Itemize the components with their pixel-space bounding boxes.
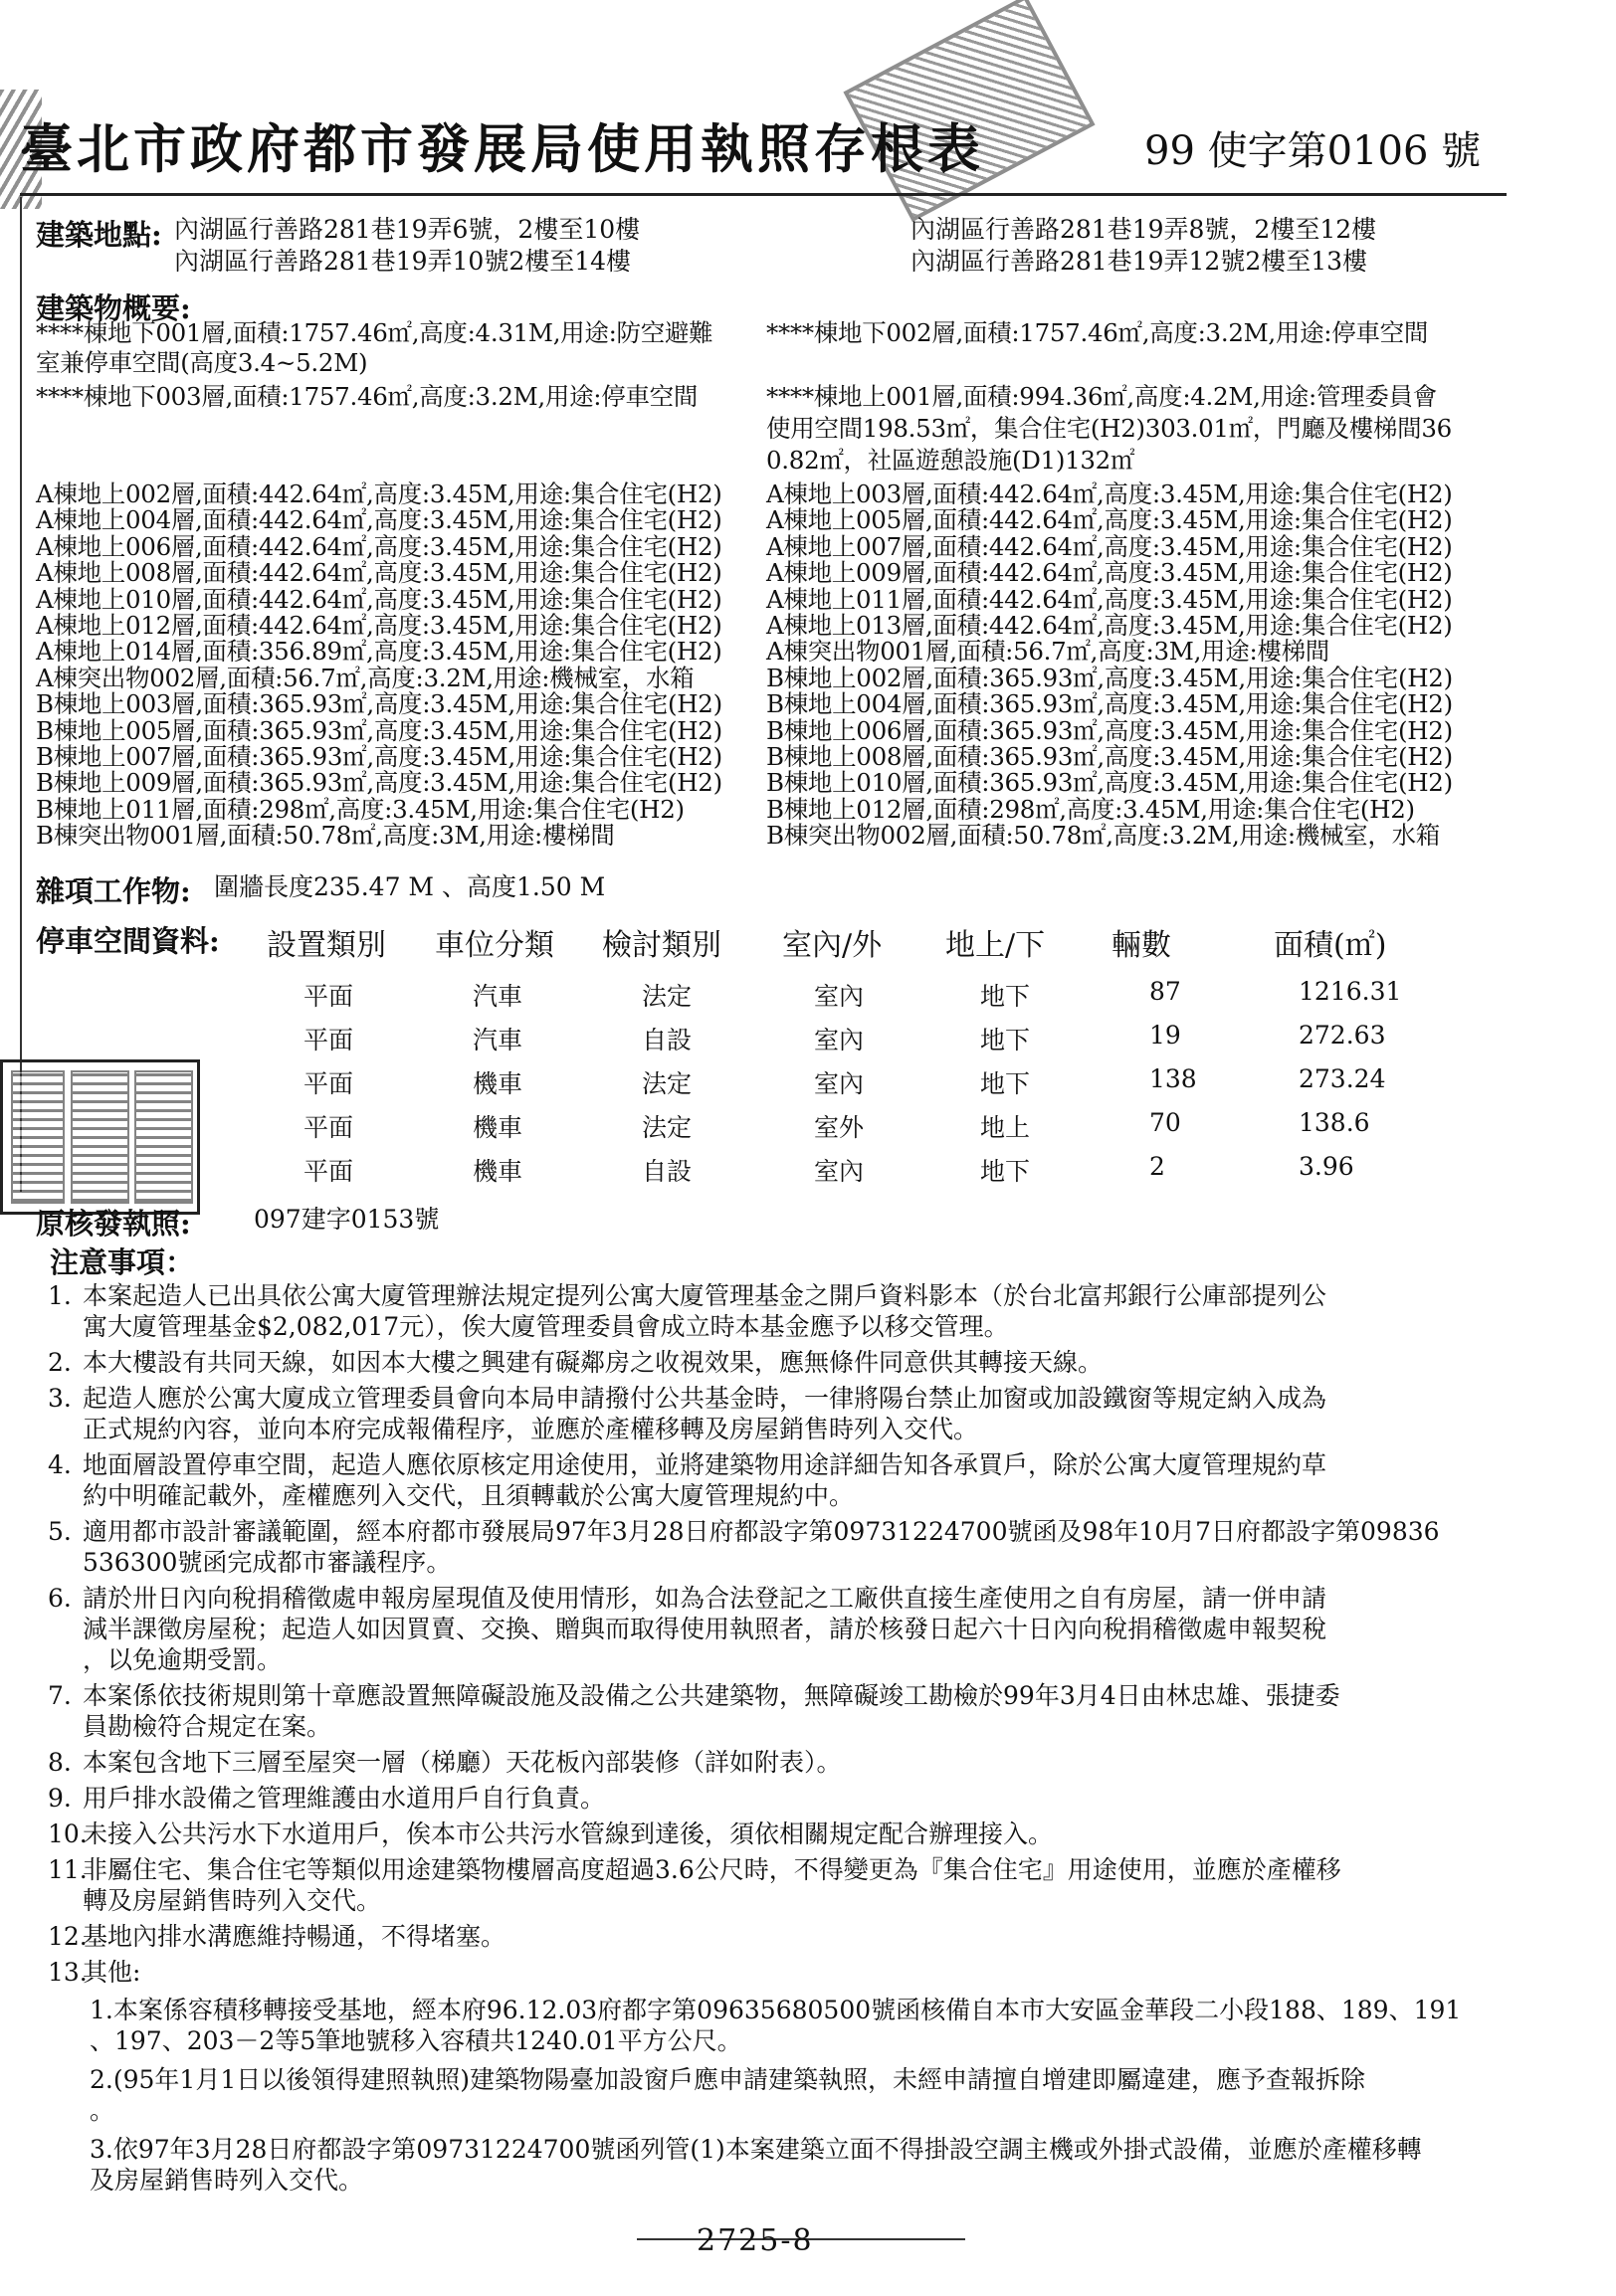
- misc-label: 雜項工作物:: [36, 874, 191, 908]
- parking-cell: 3.96: [1299, 1152, 1354, 1181]
- parking-cell: 273.24: [1299, 1064, 1386, 1093]
- sub-note-line: 3.依97年3月28日府都設字第09731224700號函列管(1)本案建築立面不得掛設空調主機或外掛式設備，並應於產權移轉: [90, 2135, 1422, 2164]
- note-line: 非屬住宅、集合住宅等類似用途建築物樓層高度超過3.6公尺時，不得變更為『集合住宅』用途使用，並應於產權移: [83, 1855, 1341, 1884]
- note-line: 轉及房屋銷售時列入交代。: [83, 1886, 382, 1915]
- floor-row: B棟地上004層,面積:365.93㎡,高度:3.45M,用途:集合住宅(H2): [766, 689, 1453, 719]
- floor-row: B棟突出物002層,面積:50.78㎡,高度:3.2M,用途:機械室，水箱: [766, 821, 1440, 851]
- note-number: 9.: [48, 1784, 72, 1813]
- note-line: 本大樓設有共同天線，如因本大樓之興建有礙鄰房之收視效果，應無條件同意供其轉接天線。: [83, 1348, 1104, 1377]
- parking-cell: 法定: [642, 982, 693, 1011]
- parking-cell: 19: [1149, 1021, 1181, 1050]
- parking-cell: 272.63: [1299, 1021, 1386, 1050]
- permit-number: 99 使字第0106 號: [1144, 128, 1482, 174]
- parking-cell: 地下: [980, 1026, 1031, 1054]
- floor-row: A棟地上006層,面積:442.64㎡,高度:3.45M,用途:集合住宅(H2): [36, 531, 722, 561]
- note-number: 1.: [48, 1281, 72, 1310]
- site-line: 內湖區行善路281巷19弄6號，2樓至10樓: [174, 215, 641, 244]
- parking-cell: 機車: [473, 1157, 523, 1186]
- parking-cell: 汽車: [473, 982, 523, 1011]
- divider: [20, 193, 1507, 196]
- parking-header-cell: 輛數: [1111, 928, 1171, 963]
- floor-row: A棟地上007層,面積:442.64㎡,高度:3.45M,用途:集合住宅(H2): [766, 531, 1453, 561]
- floor-row: A棟地上014層,面積:356.89㎡,高度:3.45M,用途:集合住宅(H2): [36, 637, 722, 667]
- site-line: 內湖區行善路281巷19弄8號，2樓至12樓: [910, 215, 1377, 244]
- note-line: 基地內排水溝應維持暢通，不得堵塞。: [83, 1922, 506, 1951]
- floor-row: B棟地上002層,面積:365.93㎡,高度:3.45M,用途:集合住宅(H2): [766, 663, 1453, 692]
- parking-cell: 室內: [814, 1069, 865, 1098]
- original-permit-value: 097建字0153號: [254, 1205, 440, 1234]
- parking-cell: 法定: [642, 1113, 693, 1142]
- misc-value: 圍牆長度235.47 M 、高度1.50 M: [214, 872, 606, 901]
- note-number: 12.: [48, 1922, 88, 1951]
- note-line: 員勘檢符合規定在案。: [83, 1712, 332, 1741]
- floor-row: A棟地上005層,面積:442.64㎡,高度:3.45M,用途:集合住宅(H2): [766, 505, 1453, 535]
- note-line: ，以免逾期受罰。: [83, 1645, 283, 1674]
- note-number: 6.: [48, 1584, 72, 1613]
- note-line: 536300號函完成都市審議程序。: [83, 1548, 452, 1577]
- note-line: 未接入公共污水下水道用戶，俟本市公共污水管線到達後，須依相關規定配合辦理接入。: [83, 1819, 1054, 1848]
- sub-note-line: 。: [90, 2096, 115, 2125]
- floor-row: 0.82㎡，社區遊憩設施(D1)132㎡: [766, 446, 1135, 475]
- note-number: 4.: [48, 1450, 72, 1479]
- floor-row: B棟地上003層,面積:365.93㎡,高度:3.45M,用途:集合住宅(H2): [36, 689, 722, 719]
- floor-row: A棟突出物001層,面積:56.7㎡,高度:3M,用途:樓梯間: [766, 637, 1330, 667]
- sub-note-line: 及房屋銷售時列入交代。: [90, 2166, 364, 2195]
- parking-cell: 室內: [814, 1157, 865, 1186]
- parking-cell: 平面: [303, 1113, 354, 1142]
- sub-note-line: 2.(95年1月1日以後領得建照執照)建築物陽臺加設窗戶應申請建築執照，未經申請擅自增建即屬違建，應予查報拆除: [90, 2065, 1365, 2094]
- parking-cell: 70: [1149, 1108, 1181, 1137]
- floor-row: B棟地上009層,面積:365.93㎡,高度:3.45M,用途:集合住宅(H2): [36, 768, 722, 798]
- floor-row: B棟地上011層,面積:298㎡,高度:3.45M,用途:集合住宅(H2): [36, 794, 685, 824]
- note-line: 請於卅日內向稅捐稽徵處申報房屋現值及使用情形，如為合法登記之工廠供直接生產使用之自有房屋，請一併申請: [83, 1584, 1327, 1613]
- floor-row: A棟突出物002層,面積:56.7㎡,高度:3.2M,用途:機械室，水箱: [36, 663, 695, 692]
- parking-cell: 138: [1149, 1064, 1197, 1093]
- note-number: 8.: [48, 1748, 72, 1777]
- seal-stamp-left: [0, 1059, 200, 1215]
- parking-cell: 平面: [303, 1069, 354, 1098]
- parking-cell: 室內: [814, 1026, 865, 1054]
- parking-cell: 1216.31: [1299, 977, 1402, 1006]
- floor-row: A棟地上011層,面積:442.64㎡,高度:3.45M,用途:集合住宅(H2): [766, 584, 1453, 614]
- parking-header-cell: 地上/下: [945, 928, 1046, 963]
- parking-cell: 室內: [814, 982, 865, 1011]
- floor-row: ****棟地下001層,面積:1757.46㎡,高度:4.31M,用途:防空避難: [36, 318, 713, 347]
- floor-row: A棟地上004層,面積:442.64㎡,高度:3.45M,用途:集合住宅(H2): [36, 505, 722, 535]
- parking-header-cell: 室內/外: [782, 928, 883, 963]
- floor-row: A棟地上008層,面積:442.64㎡,高度:3.45M,用途:集合住宅(H2): [36, 558, 722, 588]
- note-line: 本案包含地下三層至屋突一層（梯廳）天花板內部裝修（詳如附表）。: [83, 1748, 842, 1777]
- note-line: 寓大廈管理基金$2,082,017元），俟大廈管理委員會成立時本基金應予以移交管理。: [83, 1312, 1009, 1341]
- parking-header-cell: 設置類別: [267, 928, 386, 963]
- page-mark: 2725-8: [697, 2223, 814, 2258]
- parking-cell: 機車: [473, 1113, 523, 1142]
- parking-label: 停車空間資料:: [36, 924, 220, 958]
- note-line: 正式規約內容，並向本府完成報備程序，並應於產權移轉及房屋銷售時列入交代。: [83, 1415, 979, 1443]
- floor-row: ****棟地上001層,面積:994.36㎡,高度:4.2M,用途:管理委員會: [766, 382, 1437, 411]
- parking-cell: 地下: [980, 1069, 1031, 1098]
- note-number: 13.: [48, 1958, 88, 1987]
- note-number: 10.: [48, 1819, 88, 1848]
- floor-row: ****棟地下002層,面積:1757.46㎡,高度:3.2M,用途:停車空間: [766, 318, 1429, 347]
- note-line: 減半課徵房屋稅；起造人如因買賣、交換、贈與而取得使用執照者，請於核發日起六十日內向稅捐稽徵處申報契稅: [83, 1615, 1327, 1643]
- note-line: 其他:: [83, 1958, 141, 1987]
- note-line: 地面層設置停車空間，起造人應依原核定用途使用，並將建築物用途詳細告知各承買戶，除於公寓大廈管理規約草: [83, 1450, 1327, 1479]
- overview-label: 建築物概要:: [36, 291, 191, 325]
- floor-row: B棟地上005層,面積:365.93㎡,高度:3.45M,用途:集合住宅(H2): [36, 715, 722, 745]
- note-number: 11.: [48, 1855, 88, 1884]
- floor-row: A棟地上009層,面積:442.64㎡,高度:3.45M,用途:集合住宅(H2): [766, 558, 1453, 588]
- site-line: 內湖區行善路281巷19弄12號2樓至13樓: [910, 247, 1368, 276]
- parking-cell: 平面: [303, 982, 354, 1011]
- parking-cell: 室外: [814, 1113, 865, 1142]
- floor-row: B棟地上010層,面積:365.93㎡,高度:3.45M,用途:集合住宅(H2): [766, 768, 1453, 798]
- parking-cell: 機車: [473, 1069, 523, 1098]
- parking-cell: 地下: [980, 1157, 1031, 1186]
- note-number: 5.: [48, 1517, 72, 1546]
- floor-row: B棟地上008層,面積:365.93㎡,高度:3.45M,用途:集合住宅(H2): [766, 742, 1453, 771]
- sub-note-line: 1.本案係容積移轉接受基地，經本府96.12.03府都字第09635680500號函核備自本市大安區金華段二小段188、189、191: [90, 1996, 1462, 2024]
- floor-row: 室兼停車空間(高度3.4~5.2M): [36, 348, 368, 377]
- note-line: 本案起造人已出具依公寓大廈管理辦法規定提列公寓大廈管理基金之開戶資料影本（於台北富邦銀行公庫部提列公: [83, 1281, 1327, 1310]
- parking-header-cell: 檢討類別: [602, 928, 721, 963]
- note-line: 起造人應於公寓大廈成立管理委員會向本局申請撥付公共基金時，一律將陽台禁止加窗或加設鐵窗等規定納入成為: [83, 1384, 1327, 1413]
- note-number: 2.: [48, 1348, 72, 1377]
- parking-cell: 地下: [980, 982, 1031, 1011]
- left-border: [20, 197, 22, 1192]
- note-number: 7.: [48, 1681, 72, 1710]
- floor-row: B棟地上007層,面積:365.93㎡,高度:3.45M,用途:集合住宅(H2): [36, 742, 722, 771]
- sub-note-line: 、197、203－2等5筆地號移入容積共1240.01平方公尺。: [90, 2026, 742, 2055]
- parking-header-cell: 面積(㎡): [1274, 928, 1387, 963]
- floor-row: A棟地上013層,面積:442.64㎡,高度:3.45M,用途:集合住宅(H2): [766, 611, 1453, 640]
- original-permit-label: 原核發執照:: [36, 1207, 191, 1241]
- parking-cell: 自設: [642, 1157, 693, 1186]
- floor-row: A棟地上010層,面積:442.64㎡,高度:3.45M,用途:集合住宅(H2): [36, 584, 722, 614]
- document-title: 臺北市政府都市發展局使用執照存根表: [20, 118, 984, 180]
- site-line: 內湖區行善路281巷19弄10號2樓至14樓: [174, 247, 632, 276]
- note-line: 用戶排水設備之管理維護由水道用戶自行負責。: [83, 1784, 606, 1813]
- parking-cell: 平面: [303, 1026, 354, 1054]
- note-line: 適用都市設計審議範圍，經本府都市發展局97年3月28日府都設字第09731224700號函及98年10月7日府都設字第09836: [83, 1517, 1440, 1546]
- parking-cell: 汽車: [473, 1026, 523, 1054]
- floor-row: 使用空間198.53㎡，集合住宅(H2)303.01㎡，門廳及樓梯間36: [766, 414, 1452, 443]
- floor-row: B棟突出物001層,面積:50.78㎡,高度:3M,用途:樓梯間: [36, 821, 615, 851]
- parking-cell: 87: [1149, 977, 1181, 1006]
- floor-row: A棟地上003層,面積:442.64㎡,高度:3.45M,用途:集合住宅(H2): [766, 479, 1453, 508]
- parking-cell: 平面: [303, 1157, 354, 1186]
- floor-row: A棟地上012層,面積:442.64㎡,高度:3.45M,用途:集合住宅(H2): [36, 611, 722, 640]
- parking-cell: 法定: [642, 1069, 693, 1098]
- notes-label: 注意事項：: [50, 1245, 195, 1279]
- floor-row: B棟地上012層,面積:298㎡,高度:3.45M,用途:集合住宅(H2): [766, 794, 1415, 824]
- note-line: 約中明確記載外，產權應列入交代，且須轉載於公寓大廈管理規約中。: [83, 1481, 855, 1510]
- floor-row: B棟地上006層,面積:365.93㎡,高度:3.45M,用途:集合住宅(H2): [766, 715, 1453, 745]
- note-number: 3.: [48, 1384, 72, 1413]
- parking-cell: 地上: [980, 1113, 1031, 1142]
- parking-cell: 2: [1149, 1152, 1165, 1181]
- parking-cell: 138.6: [1299, 1108, 1370, 1137]
- parking-header-cell: 車位分類: [435, 928, 554, 963]
- site-label: 建築地點:: [36, 218, 162, 252]
- parking-cell: 自設: [642, 1026, 693, 1054]
- floor-row: ****棟地下003層,面積:1757.46㎡,高度:3.2M,用途:停車空間: [36, 382, 699, 411]
- note-line: 本案係依技術規則第十章應設置無障礙設施及設備之公共建築物，無障礙竣工勘檢於99年3月4日由林忠雄、張捷委: [83, 1681, 1340, 1710]
- floor-row: A棟地上002層,面積:442.64㎡,高度:3.45M,用途:集合住宅(H2): [36, 479, 722, 508]
